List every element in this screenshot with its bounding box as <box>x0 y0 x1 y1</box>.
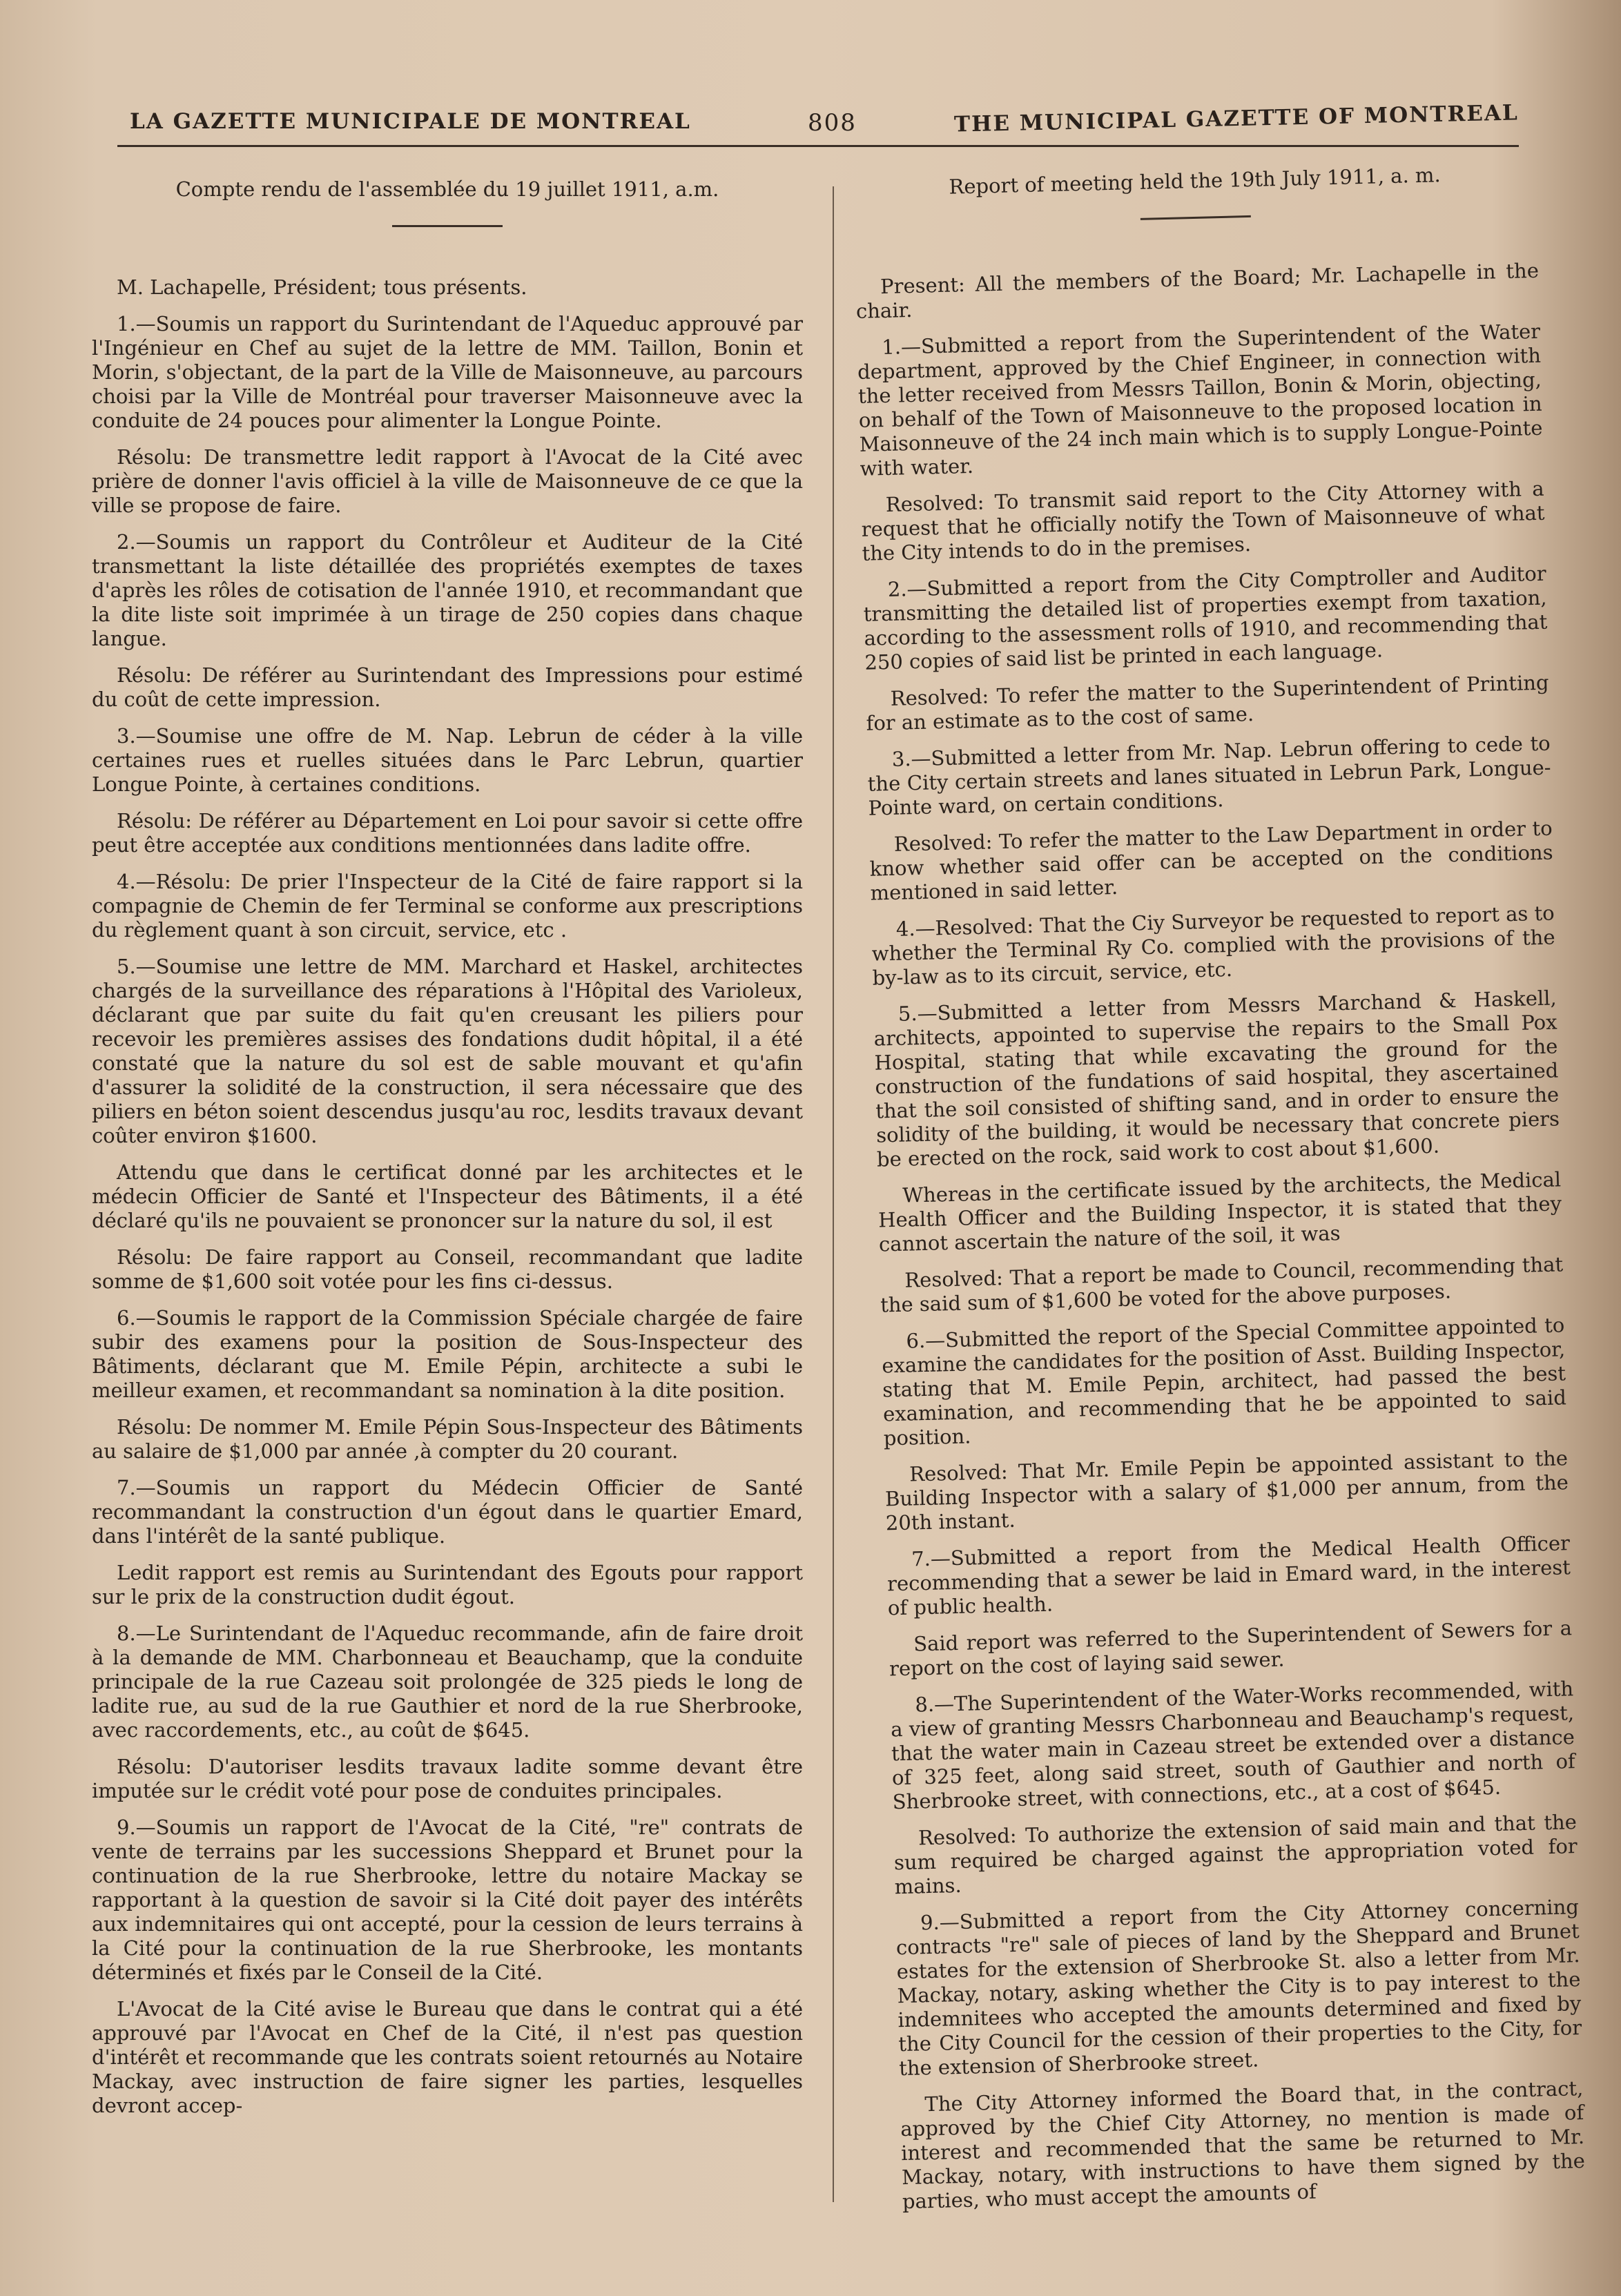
english-paragraph: Resolved: To transmit said report to the City Attorney with a request that he officially notify the Town of Maisonneuve of what the City intends to do in the premises. <box>861 476 1545 565</box>
french-paragraph: Résolu: De référer au Surintendant des Impressions pour estimé du coût de cette impression. <box>92 663 803 711</box>
header-english-title: THE MUNICIPAL GAZETTE OF MONTREAL <box>953 100 1520 137</box>
english-paragraph: 8.—The Superintendent of the Water-Works recommended, with a view of granting Messrs Charbonneau and Beauchamp's request, that the water main in Cazeau street be extended over a distance of 325 feet, along said street, south of Gauthier and north of Sherbrooke street, with connections, etc., at a cost of $645. <box>890 1677 1576 1814</box>
english-paragraph: 9.—Submitted a report from the City Attorney concerning contracts "re" sale of pieces of land by the Sheppard and Brunet estates for the extension of Sherbrooke St. also a letter from Mr. Mackay, notary, asking whether the City is to pay interest to the indemnitees who accepted the amounts determined and fixed by the City Council for the cession of their properties to the City, for the extension of Sherbrooke street. <box>895 1895 1582 2081</box>
french-paragraph: M. Lachapelle, Président; tous présents. <box>117 275 527 299</box>
english-paragraph: 2.—Submitted a report from the City Comptroller and Auditor transmitting the detailed list of properties exempt from taxation, according to the assessment rolls of 1910, and recommending that 250 copies of said list be printed in each language. <box>863 561 1548 674</box>
english-paragraph: Resolved: To refer the matter to the Law Department in order to know whether said offer can be accepted on the conditions mentioned in said letter. <box>869 816 1553 905</box>
french-paragraph: Résolu: De nommer M. Emile Pépin Sous-Inspecteur des Bâtiments au salaire de $1,000 par année ,à compter du 20 courant. <box>92 1415 803 1463</box>
french-paragraph: Résolu: De transmettre ledit rapport à l'Avocat de la Cité avec prière de donner l'avis officiel à la ville de Maisonneuve de ce que la ville se propose de faire. <box>92 445 803 517</box>
english-paragraph: 4.—Resolved: That the Ciy Surveyor be requested to report as to whether the Terminal Ry Co. complied with the provisions of the by-law as to its circuit, service, etc. <box>871 901 1555 990</box>
french-body <box>92 275 803 2118</box>
english-paragraph: Said report was referred to the Superintendent of Sewers for a report on the cost of laying said sewer. <box>889 1616 1573 1681</box>
english-paragraph: 7.—Submitted a report from the Medical Health Officer recommending that a sewer be laid in Emard ward, in the interest of public health. <box>886 1531 1571 1620</box>
english-paragraph: Resolved: To refer the matter to the Superintendent of Printing for an estimate as to the cost of same. <box>866 670 1549 735</box>
french-paragraph: 4.—Résolu: De prier l'Inspecteur de la Cité de faire rapport si la compagnie de Chemin de fer Terminal se conforme aux prescriptions du règlement quant à son circuit, service, etc . <box>92 870 803 942</box>
french-paragraph: 5.—Soumise une lettre de MM. Marchard et Haskel, architectes chargés de la surveillance des réparations à l'Hôpital des Varioleux, déclarant que par suite du fait qu'en creusant les piliers pour recevoir les premières assises des fondations dudit hôpital, il a été constaté que la nature du sol est de sable mouvant et qu'afin d'assurer la solidité de la construction, il sera nécessaire que des piliers en béton soient descendus jusqu'au roc, lesdits travaux devant coûter environ $1600. <box>92 955 803 1147</box>
french-paragraph: 1.—Soumis un rapport du Surintendant de l'Aqueduc approuvé par l'Ingénieur en Chef au sujet de la lettre de MM. Taillon, Bonin et Morin, s'objectant, de la part de la Ville de Maisonneuve, au parcours choisi par la Ville de Montréal pour traverser Maisonneuve avec la conduite de 24 pouces pour alimenter la Longue Pointe. <box>92 312 803 432</box>
english-paragraph: Resolved: To authorize the extension of said main and that the sum required be charged against the appropriation voted for mains. <box>893 1810 1578 1899</box>
french-report-title: Compte rendu de l'assemblée du 19 juillet 1911, a.m. <box>175 177 719 201</box>
french-paragraph: Résolu: De référer au Département en Loi pour savoir si cette offre peut être acceptée aux conditions mentionnées dans ladite offre. <box>92 809 803 857</box>
french-paragraph: 9.—Soumis un rapport de l'Avocat de la Cité, "re" contrats de vente de terrains par les successions Sheppard et Brunet pour la continuation de la rue Sherbrooke, lettre du notaire Mackay se rapportant à la question de savoir si la Cité doit payer des intérêts aux indemnitaires qui ont accepté, pour la cession de leurs terrains à la Cité pour la continuation de la rue Sherbrooke, les montants déterminés et fixés par le Conseil de la Cité. <box>92 1816 803 1984</box>
english-paragraph: Whereas in the certificate issued by the architects, the Medical Health Officer and the Building Inspector, it is stated that they cannot ascertain the nature of the soil, it was <box>877 1167 1562 1256</box>
french-paragraph: Résolu: D'autoriser lesdits travaux ladite somme devant être imputée sur le crédit voté pour pose de conduites principales. <box>92 1755 803 1802</box>
english-column <box>853 153 1586 2226</box>
french-title-rule <box>392 225 503 227</box>
french-paragraph: 7.—Soumis un rapport du Médecin Officier de Santé recommandant la construction d'un égout dans le quartier Emard, dans l'intérêt de la santé publique. <box>92 1476 803 1548</box>
english-title-rule <box>1140 215 1251 220</box>
english-paragraph: The City Attorney informed the Board that, in the contract, approved by the Chief City Attorney, no mention is made of interest and recommended that the same be returned to Mr. Mackay, notary, with instructions to have them signed by the parties, who must accept the amounts of <box>900 2076 1586 2214</box>
english-paragraph: 1.—Submitted a report from the Superintendent of the Water department, approved by the Chief Engineer, in connection with the letter received from Messrs Taillon, Bonin & Morin, objecting, on behalf of the Town of Maisonneuve to the proposed location in Maisonneuve of the 24 inch main which is to supply Longue-Pointe with water. <box>857 319 1543 480</box>
french-paragraph: L'Avocat de la Cité avise le Bureau que dans le contrat qui a été approuvé par l'Avocat en Chef de la Cité, il n'est pas question d'intérêt et recommande que les contrats soient retournés au Notaire Mackay, avec instruction de faire signer les parties, lesquelles devront accep- <box>92 1997 803 2117</box>
header-french-title: LA GAZETTE MUNICIPALE DE MONTREAL <box>130 109 691 134</box>
page-header <box>117 100 1520 147</box>
english-paragraph: 3.—Submitted a letter from Mr. Nap. Lebrun offering to cede to the City certain streets and lanes situated in Lebrun Park, Longue-Pointe ward, on certain conditions. <box>867 731 1551 820</box>
english-paragraph: Resolved: That Mr. Emile Pepin be appointed assistant to the Building Inspector with a salary of $1,000 per annum, from the 20th instant. <box>884 1446 1569 1535</box>
french-paragraph: 2.—Soumis un rapport du Contrôleur et Auditeur de la Cité transmettant la liste détaillée des propriétés exemptes de taxes d'après les rôles de cotisation de l'année 1910, et recommandant que la dite liste soit imprimée à un tirage de 250 copies dans chaque langue. <box>92 530 803 650</box>
french-paragraph: 6.—Soumis le rapport de la Commission Spéciale chargée de faire subir des examens pour la position de Sous-Inspecteur des Bâtiments, déclarant que M. Emile Pépin, architecte a subi le meilleur examen, et recommandant sa nomination à la dite position. <box>92 1306 803 1402</box>
french-paragraph: Résolu: De faire rapport au Conseil, recommandant que ladite somme de $1,600 soit votée pour les fins ci-dessus. <box>92 1245 803 1293</box>
french-column <box>92 169 803 2130</box>
english-paragraph: Present: All the members of the Board; Mr. Lachapelle in the chair. <box>855 258 1540 323</box>
french-paragraph: Attendu que dans le certificat donné par les architectes et le médecin Officier de Santé et l'Inspecteur des Bâtiments, il a été déclaré qu'ils ne pouvaient se prononcer sur la nature du sol, il est <box>92 1160 803 1232</box>
english-paragraph: 5.—Submitted a letter from Messrs Marchand & Haskell, architects, appointed to supervise the repairs to the Small Pox Hospital, stating that while excavating the ground for the construction of the fundations of said hospital, they ascertained that the soil consisted of shifting sand, and in order to ensure the solidity of the building, it would be necessary that concrete piers be erected on the rock, said work to cost about $1,600. <box>873 986 1560 1171</box>
english-report-title: Report of meeting held the 19th July 1911, a. m. <box>949 163 1442 199</box>
french-paragraph: 8.—Le Surintendant de l'Aqueduc recommande, afin de faire droit à la demande de MM. Charbonneau et Beauchamp, que la conduite principale de la rue Cazeau soit prolongée de 325 pieds le long de ladite rue, au sud de la rue Gauthier et nord de la rue Sherbrooke, avec raccordements, etc., au coût de $645. <box>92 1622 803 1742</box>
french-paragraph: Ledit rapport est remis au Surintendant des Egouts pour rapport sur le prix de la construction dudit égout. <box>92 1561 803 1608</box>
page-number: 808 <box>808 109 857 137</box>
french-paragraph: 3.—Soumise une offre de M. Nap. Lebrun de céder à la ville certaines rues et ruelles situées dans le Parc Lebrun, quartier Longue Pointe, à certaines conditions. <box>92 724 803 796</box>
column-divider <box>833 186 834 2202</box>
english-body <box>855 259 1586 2214</box>
english-paragraph: Resolved: That a report be made to Council, recommending that the said sum of $1,600 be voted for the above purposes. <box>880 1252 1564 1317</box>
english-paragraph: 6.—Submitted the report of the Special Committee appointed to examine the candidates for the position of Asst. Building Inspector, stating that M. Emile Pepin, architect, had passed the best examination, and recommending that he be appointed to said position. <box>881 1313 1567 1450</box>
